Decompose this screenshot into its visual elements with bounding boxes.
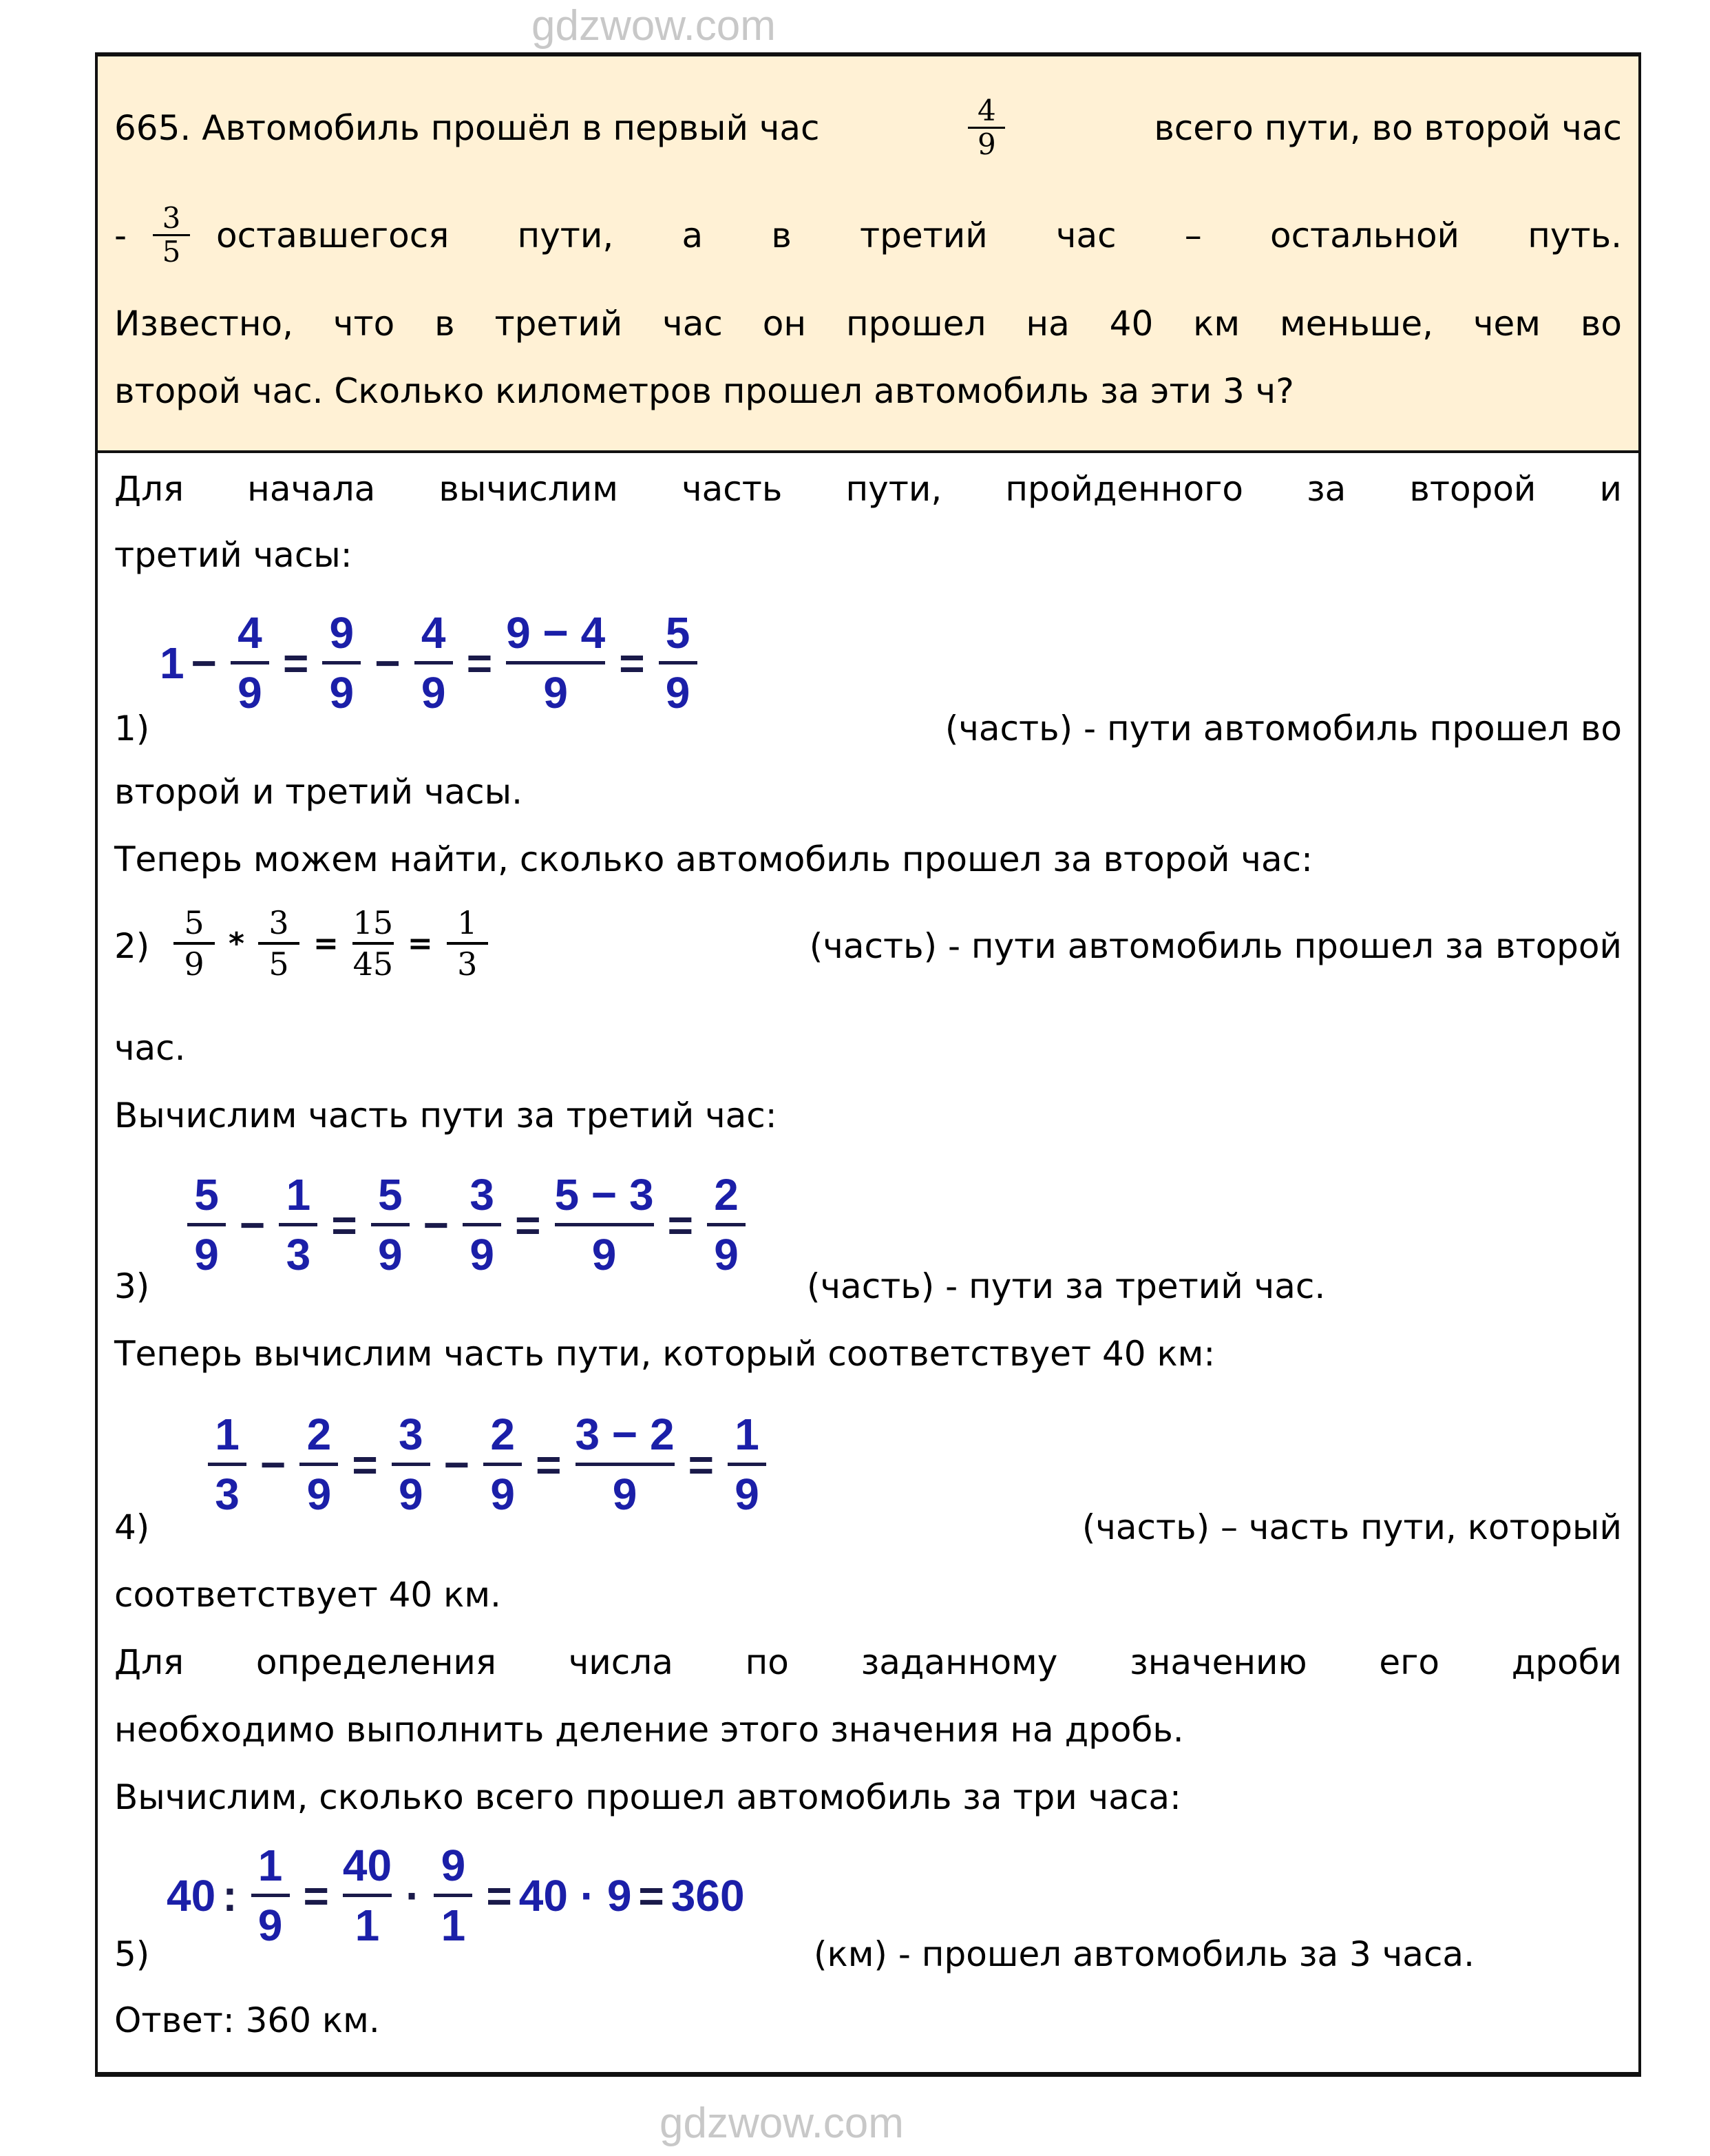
problem-text: оставшегося пути, а в третий час – остальной путь. xyxy=(216,215,1622,255)
eq-op: : xyxy=(222,1870,237,1920)
fraction xyxy=(968,95,1005,160)
solution-text: Вычислим, сколько всего прошел автомобиль за три часа: xyxy=(114,1777,1181,1817)
problem-text: Автомобиль прошёл в первый час xyxy=(202,107,820,148)
solution-text: третий часы: xyxy=(114,535,352,575)
eq-fraction: 3 9 xyxy=(463,1169,501,1280)
solution-text: (км) - прошел автомобиль за 3 часа. xyxy=(814,1934,1475,1974)
solution-text: (часть) - пути за третий час. xyxy=(807,1266,1326,1306)
solution-text: Теперь можем найти, сколько автомобиль прошел за второй час: xyxy=(114,839,1313,879)
step-label: 5) xyxy=(114,1934,150,1974)
step-label: 1) xyxy=(114,709,150,749)
eq-fraction: 2 9 xyxy=(483,1409,522,1520)
eq-fraction: 9 9 xyxy=(322,607,361,718)
eq-fraction: 2 9 xyxy=(707,1169,746,1280)
eq-fraction: 3 9 xyxy=(392,1409,430,1520)
eq-fraction: 1 3 xyxy=(447,903,488,983)
task-box xyxy=(95,52,1641,2077)
eq-term: 1 xyxy=(160,638,184,688)
eq-op: = xyxy=(667,1200,693,1250)
numerator: 3 xyxy=(162,201,181,235)
eq-op: − xyxy=(260,1439,286,1489)
eq-fraction: 1 3 xyxy=(279,1169,317,1280)
eq-fraction: 4 9 xyxy=(231,607,269,718)
eq-fraction: 9 − 4 9 xyxy=(506,608,606,718)
eq-fraction: 2 9 xyxy=(299,1409,338,1520)
eq-fraction: 9 1 xyxy=(434,1840,472,1951)
solution-text: Для определения числа по заданному значению его дроби xyxy=(114,1642,1622,1682)
eq-fraction: 5 9 xyxy=(173,903,215,983)
eq-op: − xyxy=(443,1439,470,1489)
denominator: 5 xyxy=(162,235,181,269)
eq-fraction: 3 − 2 9 xyxy=(575,1410,675,1519)
eq-term: 40 · 9 xyxy=(518,1870,632,1920)
problem-text: всего пути, во второй час xyxy=(1154,107,1622,148)
eq-op: − xyxy=(191,638,217,688)
eq-op: = xyxy=(638,1870,664,1920)
eq-op: = xyxy=(466,638,493,688)
equation-step5 xyxy=(167,1840,745,1951)
eq-fraction: 5 9 xyxy=(187,1169,226,1280)
watermark: gdzwow.com xyxy=(659,2100,904,2147)
fraction xyxy=(153,202,190,268)
problem-number: 665. xyxy=(114,107,191,148)
eq-op: = xyxy=(352,1439,378,1489)
solution-text: (часть) - пути автомобиль прошел за второй xyxy=(809,926,1622,966)
solution-text: час. xyxy=(114,1028,186,1068)
eq-fraction: 1 3 xyxy=(208,1409,246,1520)
eq-op: = xyxy=(282,638,309,688)
eq-fraction: 1 9 xyxy=(251,1840,290,1951)
eq-fraction: 40 1 xyxy=(342,1841,392,1950)
solution-text: необходимо выполнить деление этого значения на дробь. xyxy=(114,1710,1184,1750)
eq-op: = xyxy=(536,1439,562,1489)
eq-op: = xyxy=(688,1439,714,1489)
problem-text: второй час. Сколько километров прошел автомобиль за эти 3 ч? xyxy=(114,371,1294,411)
solution-text: Для начала вычислим часть пути, пройденного за второй и xyxy=(114,469,1622,509)
solution-text: Теперь вычислим часть пути, который соответствует 40 км: xyxy=(114,1334,1216,1374)
eq-op: − xyxy=(423,1200,450,1250)
eq-op: = xyxy=(303,1870,329,1920)
answer: Ответ: 360 км. xyxy=(114,2000,380,2040)
eq-fraction: 3 5 xyxy=(258,903,299,983)
equation-step1 xyxy=(160,607,704,718)
eq-fraction: 5 9 xyxy=(371,1169,410,1280)
problem-text: Известно, что в третий час он прошел на 40 км меньше, чем во xyxy=(114,304,1622,344)
denominator: 9 xyxy=(978,127,996,161)
eq-op: = xyxy=(486,1870,512,1920)
watermark: gdzwow.com xyxy=(531,2,776,50)
eq-fraction: 5 9 xyxy=(659,607,697,718)
step-label: 2) xyxy=(114,926,150,966)
problem-statement xyxy=(98,56,1638,453)
eq-op: = xyxy=(619,638,645,688)
solution-text: второй и третий часы. xyxy=(114,772,522,812)
eq-term: 40 xyxy=(167,1870,216,1920)
eq-term: 360 xyxy=(671,1870,745,1920)
eq-fraction: 4 9 xyxy=(414,607,453,718)
eq-fraction: 1 9 xyxy=(728,1409,766,1520)
solution-text: Вычислим часть пути за третий час: xyxy=(114,1096,777,1135)
equation-step3 xyxy=(180,1169,752,1280)
eq-fraction: 5 − 3 9 xyxy=(554,1170,654,1279)
solution-text: соответствует 40 км. xyxy=(114,1575,501,1615)
numerator: 4 xyxy=(978,94,996,127)
solution-text: (часть) – часть пути, который xyxy=(1081,1507,1622,1547)
eq-op: · xyxy=(405,1870,421,1920)
solution-text: (часть) - пути автомобиль прошел во xyxy=(944,709,1622,749)
equation-step2 xyxy=(167,903,495,983)
eq-fraction: 15 45 xyxy=(352,904,394,983)
step-label: 4) xyxy=(114,1507,150,1547)
eq-op: − xyxy=(240,1200,266,1250)
step-label: 3) xyxy=(114,1266,150,1306)
eq-op: = xyxy=(331,1200,357,1250)
eq-op: * xyxy=(229,925,245,961)
eq-op: = xyxy=(515,1200,541,1250)
eq-op: − xyxy=(374,638,401,688)
problem-dash: - xyxy=(114,215,127,255)
equation-step4 xyxy=(201,1409,773,1520)
eq-op: = xyxy=(313,925,339,961)
eq-op: = xyxy=(407,925,433,961)
